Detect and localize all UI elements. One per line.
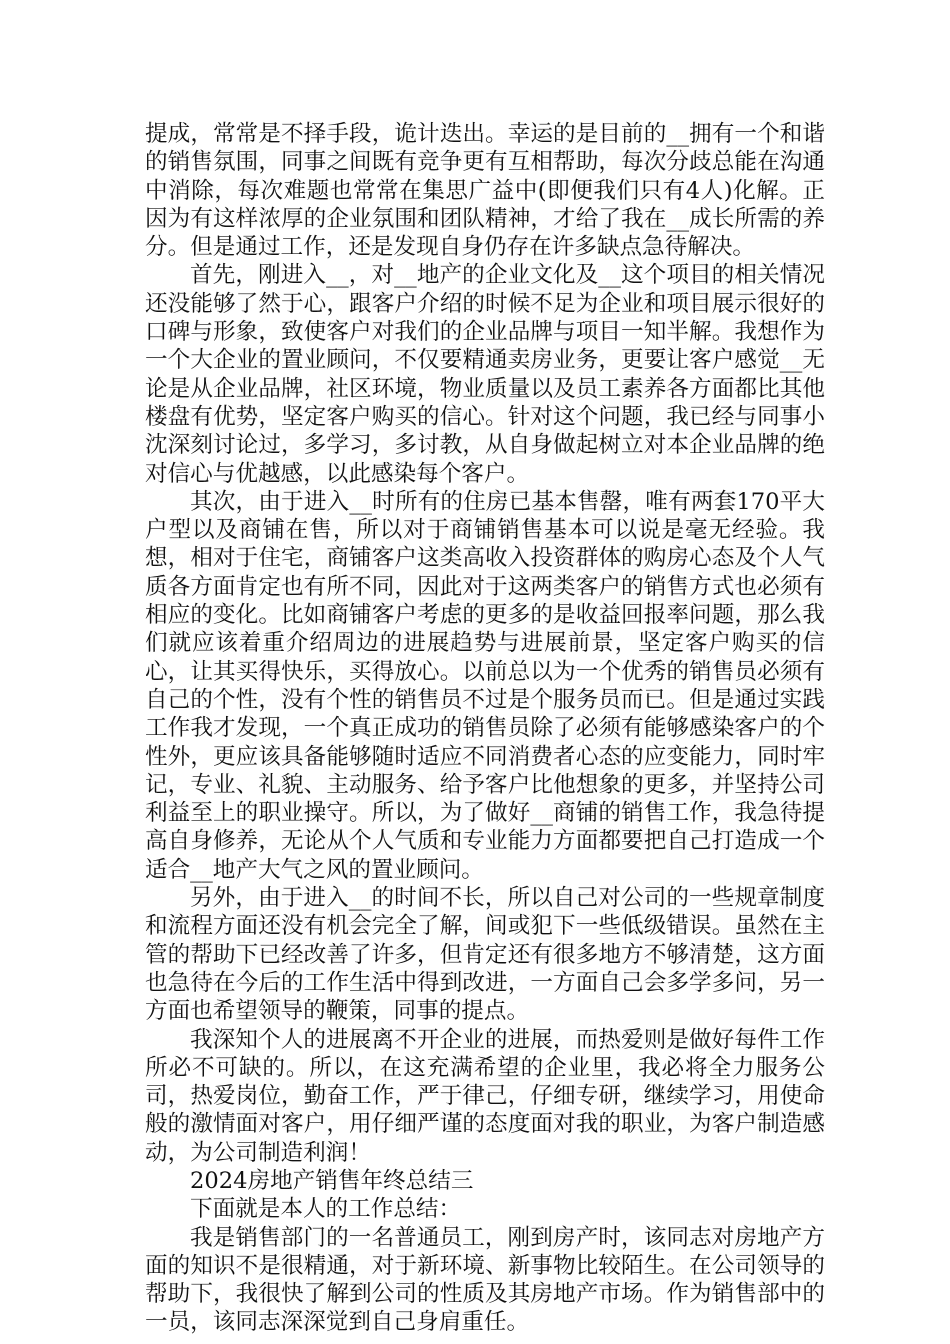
- body-paragraph-third: 另外，由于进入__的时间不长，所以自己对公司的一些规章制度和流程方面还没有机会完全了解，间或犯下一些低级错误。虽然在主管的帮助下已经改善了许多，但肯定还有很多地方不够清楚，这方面也急待在今后的工作生活中得到改进，一方面自己会多学多问，另一方面也希望领导的鞭策，同事的提点。: [145, 885, 825, 1025]
- section-intro-line: 下面就是本人的工作总结：: [190, 1196, 462, 1223]
- body-paragraph-second: 其次，由于进入__时所有的住房已基本售罄，唯有两套170平大户型以及商铺在售，所以对于商铺销售基本可以说是毫无经验。我想，相对于住宅，商铺客户这类高收入投资群体的购房心态及个人气质各方面肯定也有所不同，因此对于这两类客户的销售方式也必须有相应的变化。比如商铺客户考虑的更多的是收益回报率问题，那么我们就应该着重介绍周边的进展趋势与进展前景，坚定客户购买的信心，让其买得快乐，买得放心。以前总以为一个优秀的销售员必须有自己的个性，没有个性的销售员不过是个服务员而已。但是通过实践工作我才发现，一个真正成功的销售员除了必须有能够感染客户的个性外，更应该具备能够随时适应不同消费者心态的应变能力，同时牢记，专业、礼貌、主动服务、给予客户比他想象的更多，并坚持公司利益至上的职业操守。所以，为了做好__商铺的销售工作，我急待提高自身修养，无论从个人气质和专业能力方面都要把自己打造成一个适合__地产大气之风的置业顾问。: [145, 488, 825, 883]
- body-paragraph-continued: 提成，常常是不择手段，诡计迭出。幸运的是目前的__拥有一个和谐的销售氛围，同事之间既有竞争更有互相帮助，每次分歧总能在沟通中消除，每次难题也常常在集思广益中(即便我们只有4人)化解。正因为有这样浓厚的企业氛围和团队精神，才给了我在__成长所需的养分。但是通过工作，还是发现自身仍存在许多缺点急待解决。: [145, 121, 825, 261]
- body-paragraph-first: 首先，刚进入__，对__地产的企业文化及__这个项目的相关情况还没能够了然于心，跟客户介绍的时候不足为企业和项目展示很好的口碑与形象，致使客户对我们的企业品牌与项目一知半解。我想作为一个大企业的置业顾问，不仅要精通卖房业务，更要让客户感觉__无论是从企业品牌，社区环境，物业质量以及员工素养各方面都比其他楼盘有优势，坚定客户购买的信心。针对这个问题，我已经与同事小沈深刻讨论过，多学习，多讨教，从自身做起树立对本企业品牌的绝对信心与优越感，以此感染每个客户。: [145, 262, 825, 487]
- body-paragraph-section-three: 我是销售部门的一名普通员工，刚到房产时，该同志对房地产方面的知识不是很精通，对于新环境、新事物比较陌生。在公司领导的帮助下，我很快了解到公司的性质及其房地产市场。作为销售部中的一员，该同志深深觉到自己身肩重任。: [145, 1224, 825, 1336]
- document-page: [145, 120, 825, 1337]
- section-heading: 2024房地产销售年终总结三: [190, 1167, 474, 1194]
- body-paragraph-conclusion: 我深知个人的进展离不开企业的进展，而热爱则是做好每件工作所必不可缺的。所以，在这充满希望的企业里，我必将全力服务公司，热爱岗位，勤奋工作，严于律己，仔细专研，继续学习，用使命般的激情面对客户，用仔细严谨的态度面对我的职业，为客户制造感动，为公司制造利润！: [145, 1026, 825, 1166]
